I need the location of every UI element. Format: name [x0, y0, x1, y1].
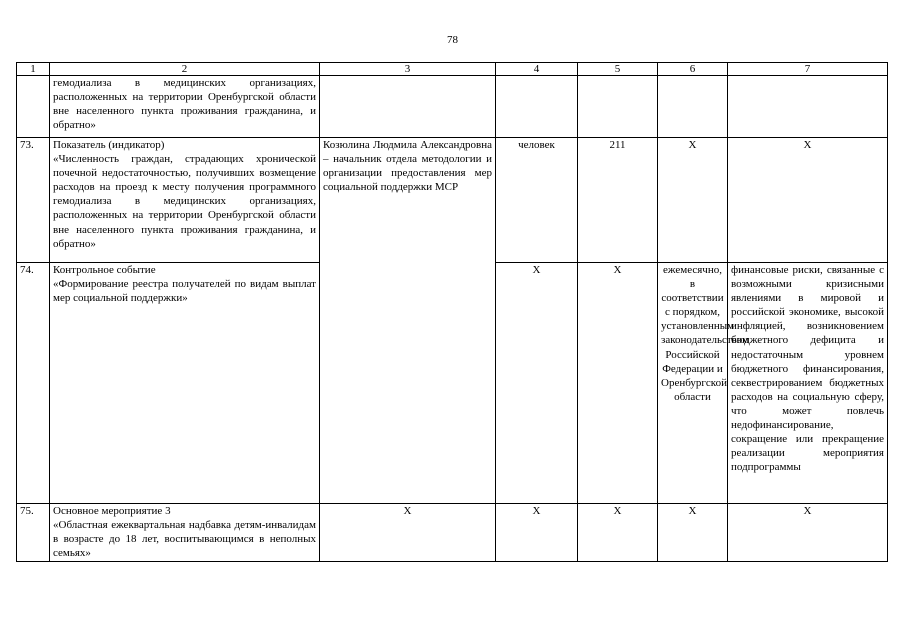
row-number: 74.	[17, 263, 50, 504]
value-cell	[578, 76, 658, 138]
row-title: Основное мероприятие 3	[53, 505, 171, 517]
responsible-value: X	[320, 504, 496, 562]
row-title: Контрольное событие	[53, 264, 156, 276]
row-description: «Областная ежеквартальная надбавка детям-инвалидам в возрасте до 18 лет, воспитывающимся в неполных семьях»	[53, 519, 316, 560]
term-value: ежемесячно, в соответствии с порядком, установленным законодательством Российской Федерации и Оренбургской области	[658, 263, 728, 504]
row-name-cell	[50, 138, 320, 263]
header-row	[17, 63, 888, 76]
risk-value: X	[728, 138, 888, 263]
unit-value: X	[496, 263, 578, 504]
table-row	[17, 138, 888, 263]
header-cell-2: 2	[50, 63, 320, 76]
responsible-cell-top	[320, 76, 496, 138]
header-cell-5: 5	[578, 63, 658, 76]
unit-cell	[496, 76, 578, 138]
risk-value: X	[728, 504, 888, 562]
header-cell-3: 3	[320, 63, 496, 76]
row-number: 75.	[17, 504, 50, 562]
indicator-value: X	[578, 504, 658, 562]
row-description: «Формирование реестра получателей по видам выплат мер социальной поддержки»	[53, 278, 316, 305]
indicator-value: 211	[578, 138, 658, 263]
risk-cell	[728, 76, 888, 138]
page-number: 78	[447, 34, 458, 46]
table-row-continuation	[17, 76, 888, 138]
responsible-person: Козюлина Людмила Александровна – начальник отдела методологии и организации предоставления мер социальной поддержки МСР	[320, 138, 496, 504]
header-cell-1: 1	[17, 63, 50, 76]
row-name-cell	[50, 504, 320, 562]
row-num-cell	[17, 76, 50, 138]
term-value: X	[658, 504, 728, 562]
indicator-value: X	[578, 263, 658, 504]
header-cell-6: 6	[658, 63, 728, 76]
risk-value: финансовые риски, связанные с возможными кризисными явлениями в мировой и российской экономике, высокой инфляцией, возникновением бюджетного дефицита и недостаточным уровнем бюджетного финансирования, секвестрированием бюджетных расходов на социальную сферу, что может повлечь недофинансирование, сокращение или прекращение реализации мероприятия подпрограммы	[728, 263, 888, 504]
row-description: «Численность граждан, страдающих хронической почечной недостаточностью, получивших возмещение расходов на проезд к месту получения программного гемодиализа в медицинских организациях, расположенных на территории Оренбургской области вне населенного пункта проживания гражданина, и обратно»	[53, 153, 316, 250]
header-cell-4: 4	[496, 63, 578, 76]
row-number: 73.	[17, 138, 50, 263]
term-value: X	[658, 138, 728, 263]
row-name-cell	[50, 263, 320, 504]
row-title: Показатель (индикатор)	[53, 139, 165, 151]
table-row	[17, 504, 888, 562]
continuation-text: гемодиализа в медицинских организациях, расположенных на территории Оренбургской области вне населенного пункта проживания гражданина, и обратно»	[50, 76, 320, 138]
header-cell-7: 7	[728, 63, 888, 76]
program-table	[16, 62, 888, 562]
unit-value: человек	[496, 138, 578, 263]
term-cell	[658, 76, 728, 138]
unit-value: X	[496, 504, 578, 562]
